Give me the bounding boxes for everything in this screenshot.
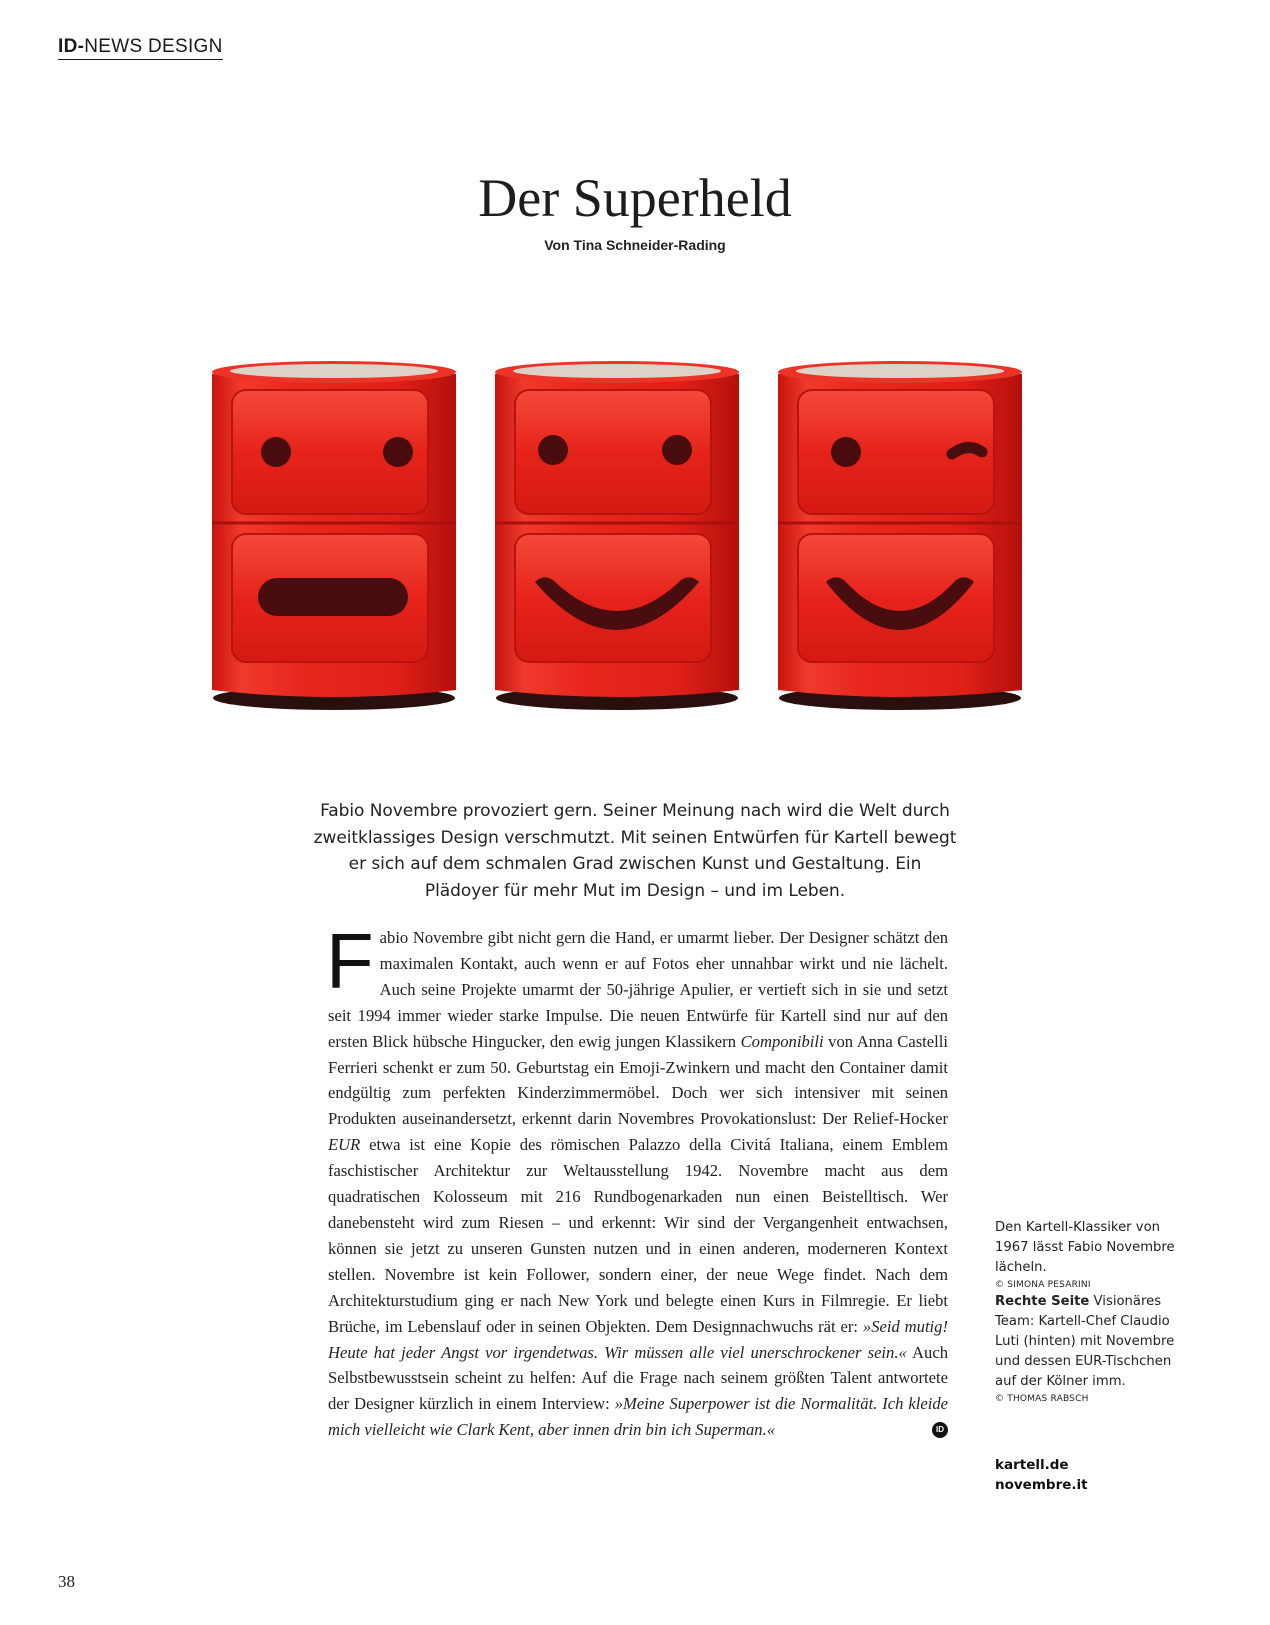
article-body [326, 917, 948, 1443]
left-eye-icon [538, 435, 568, 465]
photo-caption [995, 1218, 1185, 1406]
drop-cap: F [326, 917, 374, 1005]
article-byline: Von Tina Schneider-Rading [544, 237, 726, 253]
link-list [995, 1455, 1088, 1495]
container-middle [495, 361, 739, 710]
end-mark-icon: ID [932, 1422, 948, 1438]
section-tag-rest: NEWS DESIGN [84, 36, 223, 57]
right-eye-icon [662, 435, 692, 465]
container-right [778, 361, 1022, 710]
caption-label-2: Rechte Seite [995, 1294, 1090, 1309]
componibili-photo [208, 360, 1058, 714]
left-eye-icon [831, 437, 861, 467]
container-left [212, 361, 456, 710]
left-eye-icon [261, 437, 291, 467]
link-novembre[interactable]: novembre.it [995, 1477, 1088, 1493]
caption-credit-2: © THOMAS RABSCH [995, 1394, 1089, 1404]
product-name-eur: EUR [328, 1135, 361, 1155]
link-kartell[interactable]: kartell.de [995, 1457, 1069, 1473]
page-number: 38 [58, 1572, 75, 1591]
body-text-3: etwa ist eine Kopie des römischen Palazzo della Civitá Italiana, einem Emblem faschistischer Architektur zur Weltausstellung 1942. Novembre macht aus dem quadratischen Kolosseum mit 216 Rundbogenarkaden nun einen Beistelltisch. Wer danebensteht wird zum Riesen – und erkennt: Wir sind der Vergangenheit entwachsen, können sie jetzt zu unseren Gunsten nutzen und in einen anderen, moderneren Kontext stellen. Novembre ist kein Follower, sondern einer, der neue Wege findet. Nach dem Architekturstudium ging er nach New York und belegte einen Kurs in Filmregie. Er liebt Brüche, im Lebenslauf oder in seinen Objekten. Dem Designnachwuchs rät er: [328, 1135, 948, 1336]
article-title: Der Superheld [478, 168, 792, 228]
body-text-4: Auch Selbstbewusstsein scheint zu helfen: Auf die Frage nach seinem größten Talent antwortete der Designer kürzlich in einem Interview: [328, 1342, 948, 1414]
body-text-2: von Anna Castelli Ferrieri schenkt er zum 50. Geburtstag ein Emoji-Zwinkern und macht den Container damit endgültig zum perfekten Kinderzimmermöbel. Doch wer sich intensiver mit seinen Produkten auseinandersetzt, erkennt darin Novembres Provokationslust: Der Relief-Hocker [328, 1031, 948, 1129]
section-tag-bold: ID- [58, 36, 85, 57]
body-paragraph [326, 917, 948, 1443]
caption-text-2: Visionäres Team: Kartell-Chef Claudio Luti (hinten) mit Novembre und dessen EUR-Tischchen auf der Kölner imm. [995, 1294, 1175, 1389]
product-name-componibili: Componibili [740, 1031, 824, 1051]
body-text-1: abio Novembre gibt nicht gern die Hand, er umarmt lieber. Der Designer schätzt den maximalen Kontakt, auch wenn er auf Fotos eher unnahbar wirkt und nie lächelt. Auch seine Projekte umarmt der 50-jährige Apulier, er vertieft sich in sie und setzt seit 1994 immer wieder starke Impulse. Die neuen Entwürfe für Kartell sind nur auf den ersten Blick hübsche Hingucker, den ewig jungen Klassikern [328, 928, 948, 1051]
section-tag [58, 36, 223, 60]
caption-credit-1: © SIMONA PESARINI [995, 1280, 1091, 1290]
wink-eye-icon [952, 447, 982, 454]
quote-2: »Meine Superpower ist die Normalität. Ich kleide mich vielleicht wie Clark Kent, aber innen drin bin ich Superman.« [328, 1394, 948, 1440]
mouth-icon [258, 578, 408, 616]
right-eye-icon [383, 437, 413, 467]
quote-1: »Seid mutig! Heute hat jeder Angst vor irgendetwas. Wir müssen alle viel unerschrockener sein.« [328, 1316, 948, 1362]
lead-paragraph: Fabio Novembre provoziert gern. Seiner Meinung nach wird die Welt durch zweitklassiges Design verschmutzt. Mit seinen Entwürfen für Kartell bewegt er sich auf dem schmalen Grad zwischen Kunst und Gestaltung. Ein Plädoyer für mehr Mut im Design – und im Leben. [313, 801, 957, 901]
caption-text-1: Den Kartell-Klassiker von 1967 lässt Fabio Novembre lächeln. [995, 1220, 1175, 1275]
